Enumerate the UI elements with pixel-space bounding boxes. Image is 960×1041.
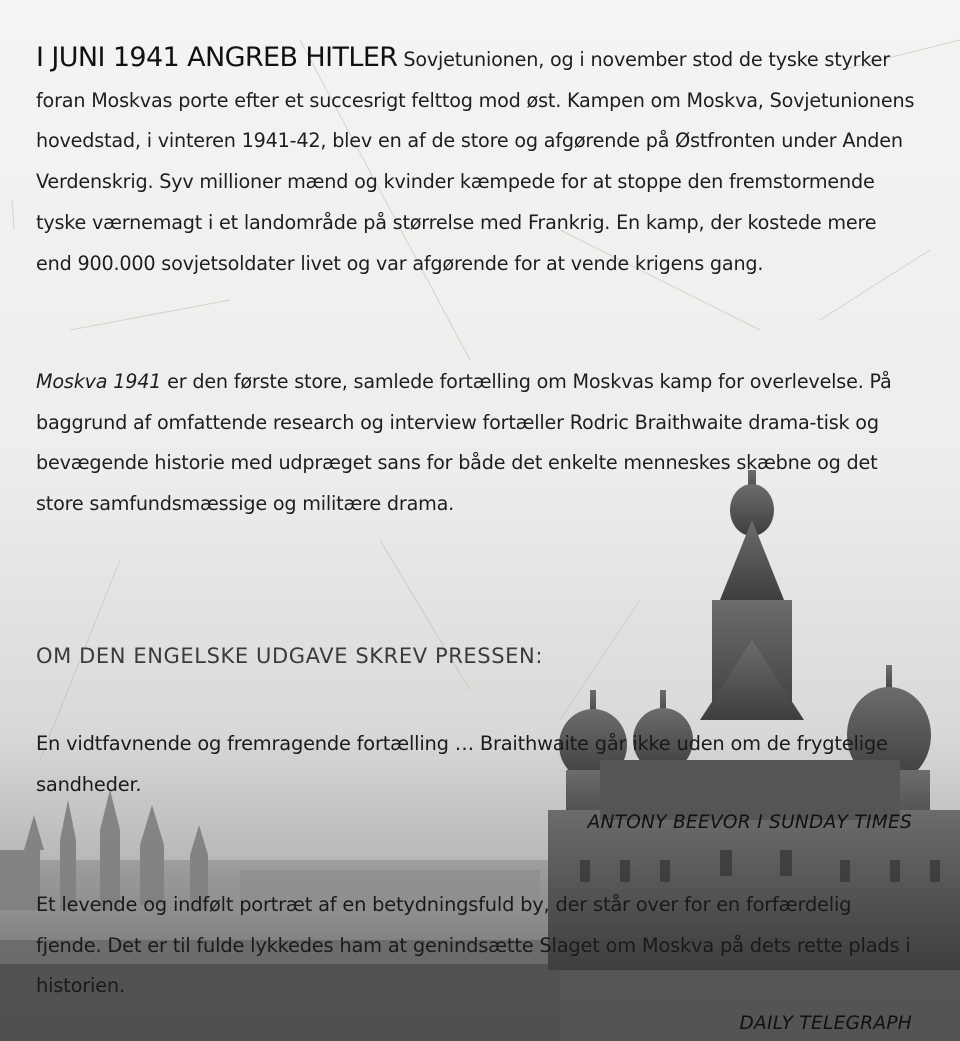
intro-lead: I JUNI 1941 ANGREB HITLER xyxy=(36,42,398,73)
summary-paragraph xyxy=(36,362,916,525)
intro-paragraph xyxy=(36,38,916,284)
press-quote: En vidtfavnende og fremragende fortælling … Braithwaite går ikke uden om de frygtelige sandheder. xyxy=(36,732,888,796)
intro-text: Sovjetunionen, og i november stod de tyske styrker foran Moskvas porte efter et succesrigt felttog mod øst. Kampen om Moskva, Sovjetunionens hovedstad, i vinteren 1941-42, blev en af de store og afgørende på Østfronten under Anden Verdenskrig. Syv millioner mænd og kvinder kæmpede for at stoppe den fremstormende tyske værnemagt i et landområde på størrelse med Frankrig. En kamp, der kostede mere end 900.000 sovjetsoldater livet og var afgørende for at vende krigens gang. xyxy=(36,48,915,275)
press-heading: OM DEN ENGELSKE UDGAVE SKREV PRESSEN: xyxy=(36,644,543,668)
summary-text: er den første store, samlede fortælling om Moskvas kamp for overlevelse. På baggrund af omfattende research og interview fortæller Rodric Braithwaite drama-tisk og bevægende historie med udpræget sans for både det enkelte menneskes skæbne og det store samfundsmæssige og militære drama. xyxy=(36,370,892,516)
book-title: Moskva 1941 xyxy=(36,370,162,393)
press-quote-source: DAILY TELEGRAPH xyxy=(739,1013,912,1034)
press-quote: Et levende og indfølt portræt af en betydningsfuld by, der står over for en forfærdelig fjende. Det er til fulde lykkedes ham at genindsætte Slaget om Moskva på dets rette plads i historien. xyxy=(36,893,911,997)
press-quote-source: ANTONY BEEVOR I SUNDAY TIMES xyxy=(587,812,912,833)
